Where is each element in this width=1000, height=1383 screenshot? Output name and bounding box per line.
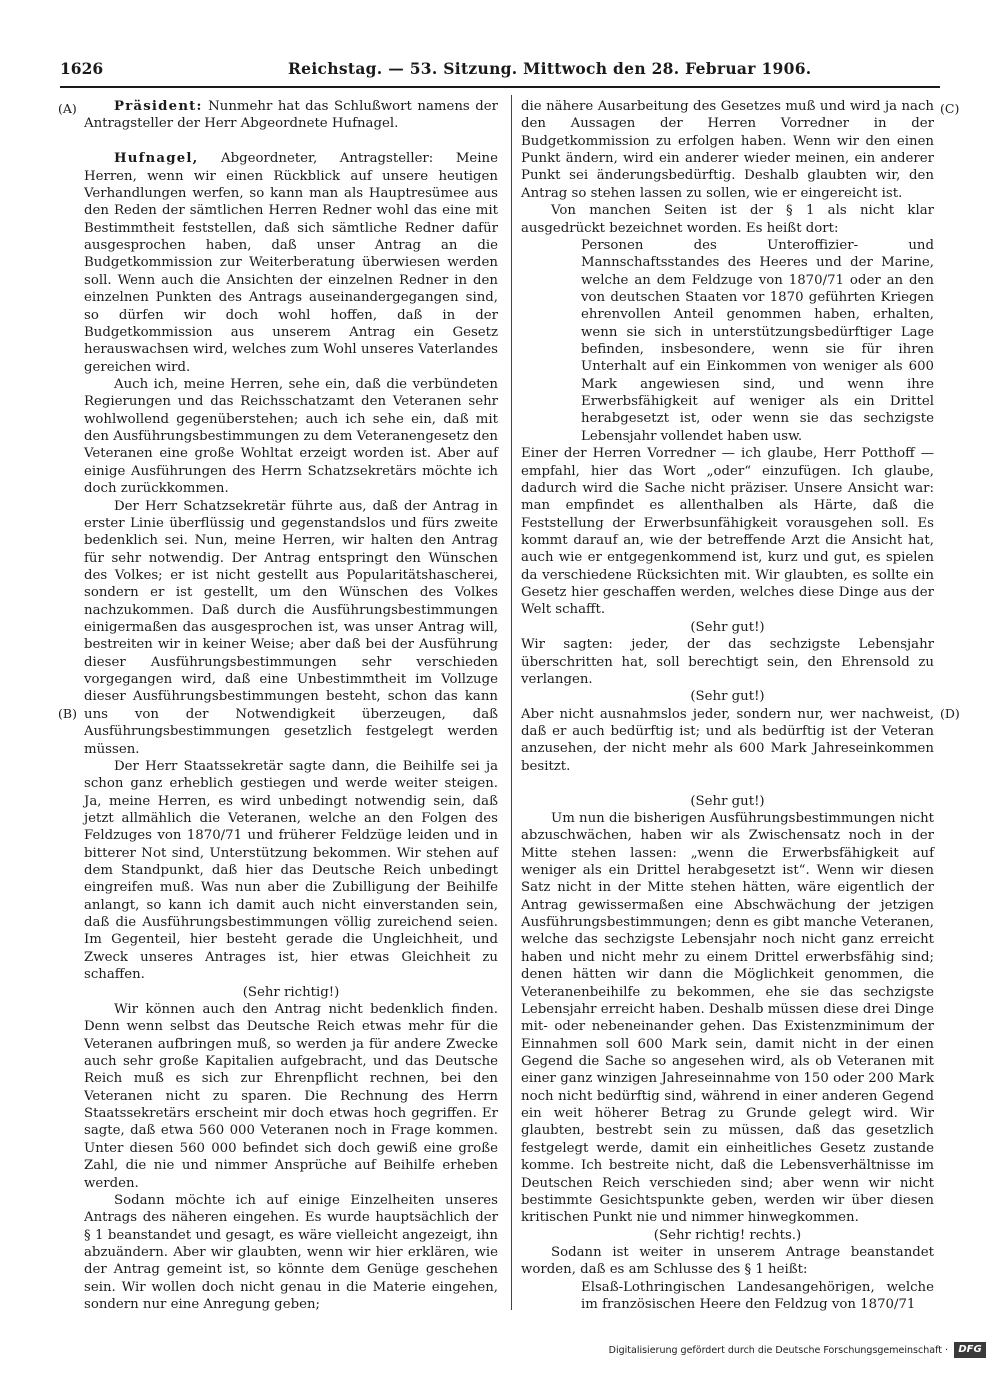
paragraph: Von manchen Seiten ist der § 1 als nicht klar ausgedrückt bezeichnet worden. Es heißt dort:	[521, 203, 934, 236]
paragraph: Sodann ist weiter in unserem Antrage beanstandet worden, daß es am Schlusse des § 1 heißt:	[521, 1244, 934, 1278]
page-header	[60, 55, 940, 83]
margin-mark-a: (A)	[58, 101, 77, 116]
paragraph: Aber nicht ausnahmslos jeder, sondern nur, wer nachweist, daß er auch bedürftig ist; und als bedürftig ist der Veteran anzusehen, der nicht mehr als 600 Mark Jahreseinkommen besitzt.	[521, 706, 934, 774]
margin-mark-c: (C)	[940, 101, 960, 116]
dfg-logo: DFG	[954, 1342, 986, 1358]
paragraph: Der Herr Staatssekretär sagte dann, die Beihilfe sei ja schon ganz erheblich gestiegen und werde weiter steigen. Ja, meine Herren, es wird unbedingt notwendig sein, daß jetzt allmählich die Veteranen, welche an den Folgen des Feldzuges von 1870/71 und früherer Feldzüge leiden und in bitterer Not sind, Unterstützung bekommen. Wir stehen auf dem Standpunkt, daß hier das Deutsche Reich unbedingt eingreifen muß. Was nun aber die Zubilligung der Beihilfe anlangt, so kann ich damit auch nicht einverstanden sein, daß die Ausführungsbestimmungen völlig zureichend seien. Im Gegenteil, hier besteht gerade die Ungleichheit, und Zweck unseres Antrages ist, hier etwas Gleichheit zu schaffen.	[84, 758, 498, 983]
interjection: (Sehr gut!)	[690, 619, 765, 635]
paragraph: Hufnagel, Abgeordneter, Antragsteller: Meine Herren, wenn wir einen Rückblick auf unsere heutigen Verhandlungen werfen, so kann man als Hauptresümee aus den Reden der sämtlichen Herren Redner wohl das eine mit Bestimmtheit feststellen, daß sich sämtliche Redner dafür ausgesprochen haben, daß unser Antrag an die Budgetkommission zur Weiterberatung überwiesen werden soll. Wenn auch die Ansichten der einzelnen Redner in den einzelnen Punkten des Antrags auseinandergegangen sind, so dürfen wir doch wohl hoffen, daß in der Budgetkommission aus unserem Antrag ein Gesetz herauswachsen wird, welches zum Wohl unseres Vaterlandes gereichen wird.	[84, 151, 498, 375]
paragraph: Sodann möchte ich auf einige Einzelheiten unseres Antrags des näheren eingehen. Es wurde hauptsächlich der § 1 beanstandet und gesagt, es wäre vielleicht angezeigt, ihn abzuändern. Aber wir glaubten, wenn wir hier erklären, wie der Antrag gemeint ist, so könnte dem Genüge geschehen sein. Wir wollen doch nicht genau in die Materie eingehen, sondern nur eine Anregung geben;	[84, 1192, 498, 1313]
paragraph: Wir sagten: jeder, der das sechzigste Lebensjahr überschritten hat, soll berechtigt sein, den Ehrensold zu verlangen.	[521, 637, 934, 687]
page-number: 1626	[60, 59, 104, 78]
running-title: Reichstag. — 53. Sitzung. Mittwoch den 28. Februar 1906.	[288, 59, 812, 78]
paragraph: Um nun die bisherigen Ausführungsbestimmungen nicht abzuschwächen, haben wir als Zwischensatz noch in der Mitte stehen lassen: „wenn die Erwerbsfähigkeit auf weniger als ein Drittel herabgesetzt ist“. Wenn wir diesen Satz nicht in der Mitte stehen hätten, wäre eigentlich der Antrag gewissermaßen eine Abschwächung der jetzigen Ausführungsbestimmungen; denn es gibt manche Veteranen, welche das sechzigste Lebensjahr noch nicht ganz erreicht haben und nicht mehr zu einem Drittel erwerbsfähig sind; denen hätten wir dann die Möglichkeit genommen, die Veteranenbeihilfe zu bekommen, ehe sie das sechzigste Lebensjahr erreicht haben. Deshalb müssen diese drei Dinge mit- oder nebeneinander gehen. Das Existenzminimum der Einnahmen soll 600 Mark sein, damit nicht in der einen Gegend die Sache so angesehen wird, als ob Veteranen mit einer ganz winzigen Jahreseinnahme von 150 oder 200 Mark noch nicht bedürftig sind, während in einer anderen Gegend ein weit höherer Betrag zu Grunde gelegt wird. Wir glaubten, bestrebt sein zu müssen, daß das gesetzlich festgelegt werde, damit ein einheitliches Gesetz zustande komme. Ich bestreite nicht, daß die Lebensverhältnisse im Deutschen Reich verschieden sind; aber wenn wir nicht bestimmte Gesichtspunkte geben, werden wir über diesen kritischen Punkt nie und nimmer hinwegkommen.	[521, 810, 934, 1226]
right-column	[521, 98, 934, 1313]
interjection: (Sehr gut!)	[690, 793, 765, 809]
paragraph: Einer der Herren Vorredner — ich glaube, Herr Potthoff — empfahl, hier das Wort „oder“ einzufügen. Ich glaube, dadurch wird die Sache nicht präziser. Unsere Ansicht war: man empfindet es allenthalben als Härte, daß die Feststellung der Erwerbsunfähigkeit vorausgehen soll. Es kommt darauf an, wie der betreffende Arzt die Ansicht hat, auch wie er entgegenkommend ist, kurz und gut, es spielen da verschiedene Rücksichten mit. Wir glaubten, es sollte ein Gesetz hier geschaffen werden, welches diese Dinge aus der Welt schafft.	[521, 446, 934, 618]
digitization-footer	[600, 1340, 986, 1362]
interjection: (Sehr richtig!)	[242, 984, 340, 1000]
paragraph: Der Herr Schatzsekretär führte aus, daß der Antrag in erster Linie überflüssig und gegenstandslos und fürs zweite bedenklich sei. Nun, meine Herren, wir halten den Antrag für sehr notwendig. Der Antrag entspringt den Wünschen des Volkes; er ist nicht gestellt aus Popularitätshascherei, sondern er ist gestellt, um den Wünschen des Volkes nachzukommen. Daß durch die Ausführungsbestimmungen einigermaßen das ausgesprochen ist, was unser Antrag will, bestreiten wir in keiner Weise; aber daß bei der Ausführung dieser Ausführungsbestimmungen sehr verschieden vorgegangen wird, daß eine Unbestimmtheit im Vollzuge dieser Ausführungsbestimmungen besteht, schon das kann uns von der Notwendigkeit überzeugen, daß Ausführungsbestimmungen gesetzlich festgelegt werden müssen.	[84, 498, 498, 757]
margin-mark-b: (B)	[58, 706, 77, 721]
interjection: (Sehr gut!)	[690, 689, 765, 705]
margin-mark-d: (D)	[940, 706, 960, 721]
paragraph: Präsident: Nunmehr hat das Schlußwort namens der Antragsteller der Herr Abgeordnete Hufnagel.	[84, 99, 498, 132]
left-column	[84, 98, 498, 1313]
quoted-paragraph: Elsaß-Lothringischen Landesangehörigen, welche im französischen Heere den Feldzug von 1870/71	[581, 1279, 934, 1313]
footer-credit: Digitalisierung gefördert durch die Deutsche Forschungsgemeinschaft ·	[608, 1345, 948, 1356]
speaker-name: Hufnagel,	[114, 151, 199, 167]
speaker-name: Präsident:	[114, 99, 203, 114]
paragraph: Auch ich, meine Herren, sehe ein, daß die verbündeten Regierungen und das Reichsschatzamt den Veteranen sehr wohlwollend gegenüberstehen; auch ich sehe ein, daß mit den Ausführungsbestimmungen zu dem Veteranengesetz den Veteranen eine große Wohltat erzeigt worden ist. Aber auf einige Ausführungen des Herrn Schatzsekretärs möchte ich doch zurückkommen.	[84, 376, 498, 497]
paragraph: die nähere Ausarbeitung des Gesetzes muß und wird ja nach den Aussagen der Herren Vorredner in der Budgetkommission zu erfolgen haben. Wenn wir den einen Punkt ändern, wird ein anderer wieder meinen, ein anderer Punkt sei änderungsbedürftig. Deshalb glaubten wir, den Antrag so stehen lassen zu sollen, wie er eingereicht ist.	[521, 99, 934, 201]
column-divider	[511, 95, 512, 1310]
quoted-paragraph: Personen des Unteroffizier- und Mannschaftsstandes des Heeres und der Marine, welche an dem Feldzuge von 1870/71 oder an den von deutschen Staaten vor 1870 geführten Kriegen ehrenvollen Anteil genommen haben, erhalten, wenn sie sich in unterstützungsbedürftiger Lage befinden, insbesondere, wenn sie für ihren Unterhalt auf ein Einkommen von weniger als 600 Mark angewiesen sind, und wenn ihre Erwerbsfähigkeit auf weniger als ein Drittel herabgesetzt ist, oder wenn sie das sechzigste Lebensjahr vollendet haben usw.	[581, 237, 934, 444]
header-rule	[60, 86, 940, 88]
interjection: (Sehr richtig! rechts.)	[653, 1227, 802, 1243]
paragraph: Wir können auch den Antrag nicht bedenklich finden. Denn wenn selbst das Deutsche Reich etwas mehr für die Veteranen aufbringen muß, so werden ja für andere Zwecke auch sehr große Kapitalien aufgebracht, und das Deutsche Reich muß es sich zur Ehrenpflicht rechnen, bei den Veteranen nicht zu sparen. Die Rechnung des Herrn Staatssekretärs erscheint mir doch etwas hoch gegriffen. Er sagte, daß etwa 560 000 Veteranen noch in Frage kommen. Unter diesen 560 000 befindet sich doch gewiß eine große Zahl, die nie und nimmer Ansprüche auf Beihilfe erheben werden.	[84, 1001, 498, 1191]
